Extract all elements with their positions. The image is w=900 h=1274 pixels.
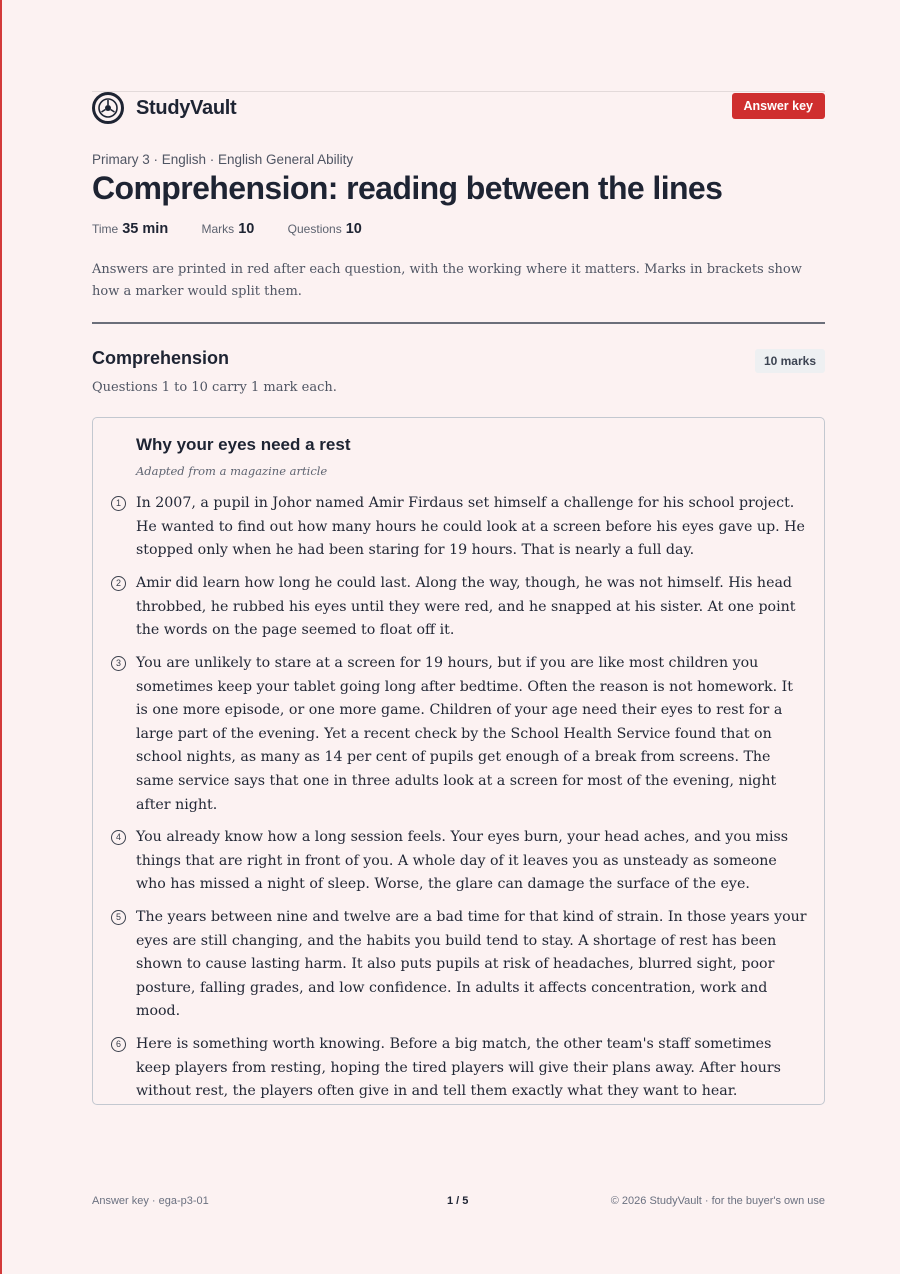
meta-time-value: 35 min xyxy=(122,221,169,237)
footer-page-number: 1 / 5 xyxy=(447,1195,469,1207)
passage-paragraph-5 xyxy=(115,906,808,1024)
passage-paragraph-3 xyxy=(115,652,808,817)
answer-key-badge: Answer key xyxy=(732,93,825,119)
meta-marks xyxy=(202,221,255,237)
section-title: Comprehension xyxy=(92,348,230,368)
paragraph-number-badge: 2 xyxy=(111,576,126,591)
section-divider xyxy=(92,322,825,324)
intro-text: Answers are printed in red after each question, with the working where it matters. Marks in brackets show how a marker would split them. xyxy=(92,262,802,299)
passage-box xyxy=(92,417,825,1105)
page-title: Comprehension: reading between the lines xyxy=(92,170,723,206)
meta-time-label: Time xyxy=(92,222,119,236)
passage-title: Why your eyes need a rest xyxy=(136,435,351,454)
section-note: Questions 1 to 10 carry 1 mark each. xyxy=(92,380,337,395)
paragraph-number-badge: 6 xyxy=(111,1037,126,1052)
paragraph-number-badge: 1 xyxy=(111,496,126,511)
meta-questions xyxy=(288,221,362,237)
meta-questions-label: Questions xyxy=(287,222,342,236)
paragraph-number-badge: 4 xyxy=(111,830,126,845)
passage-paragraph-2 xyxy=(115,572,808,643)
brand-name: StudyVault xyxy=(136,97,237,119)
header xyxy=(92,92,825,126)
passage-paragraph-4 xyxy=(115,826,808,897)
worksheet-meta xyxy=(92,221,392,237)
paragraph-text: In 2007, a pupil in Johor named Amir Firdaus set himself a challenge for his school project. He wanted to find out how many hours he could look at a screen before his eyes gave up. He stopped only when he had been staring for 19 hours. That is nearly a full day. xyxy=(136,495,805,559)
passage-source: Adapted from a magazine article xyxy=(136,464,328,478)
passage-paragraph-6 xyxy=(115,1033,808,1104)
left-margin-rule xyxy=(0,0,2,1274)
breadcrumb: Primary 3 · English · English General Ability xyxy=(92,152,354,167)
paragraph-text: You already know how a long session feels. Your eyes burn, your head aches, and you miss things that are right in front of you. A whole day of it leaves you as unsteady as someone who has missed a night of sleep. Worse, the glare can damage the surface of the eye. xyxy=(136,829,789,893)
paragraph-text: The years between nine and twelve are a bad time for that kind of strain. In those years your eyes are still changing, and the habits you build tend to stay. A shortage of rest has been shown to cause lasting harm. It also puts pupils at risk of headaches, blurred sight, poor posture, falling grades, and low confidence. In adults it affects concentration, work and mood. xyxy=(136,909,807,1020)
meta-time xyxy=(92,221,168,237)
passage-paragraph-1 xyxy=(115,492,808,563)
paragraph-text: Here is something worth knowing. Before a big match, the other team's staff sometimes keep players from resting, hoping the tired players will give their plans away. After hours without rest, the players often give in and tell them exactly what they want to hear. xyxy=(136,1036,781,1100)
paragraph-number-badge: 3 xyxy=(111,656,126,671)
studyvault-logo-icon xyxy=(92,92,124,124)
paragraph-text: You are unlikely to stare at a screen for 19 hours, but if you are like most children you sometimes keep your tablet going long after bedtime. Often the reason is not homework. It is one more episode, or one more game. Children of your age need their eyes to rest for a large part of the evening. Yet a recent check by the School Health Service found that on school nights, as many as 14 per cent of pupils get enough of a break from screens. The same service says that one in three adults look at a screen for most of the evening, night after night. xyxy=(136,655,793,813)
meta-marks-value: 10 xyxy=(238,221,255,237)
paragraph-text: Amir did learn how long he could last. Along the way, though, he was not himself. His head throbbed, he rubbed his eyes until they were red, and he snapped at his sister. At one point the words on the page seemed to float off it. xyxy=(136,575,796,639)
footer-document-id: Answer key · ega-p3-01 xyxy=(92,1195,209,1207)
section-marks-badge: 10 marks xyxy=(755,349,825,373)
meta-marks-label: Marks xyxy=(201,222,235,236)
paragraph-number-badge: 5 xyxy=(111,910,126,925)
footer-copyright: © 2026 StudyVault · for the buyer's own use xyxy=(610,1195,825,1207)
meta-questions-value: 10 xyxy=(345,221,362,237)
